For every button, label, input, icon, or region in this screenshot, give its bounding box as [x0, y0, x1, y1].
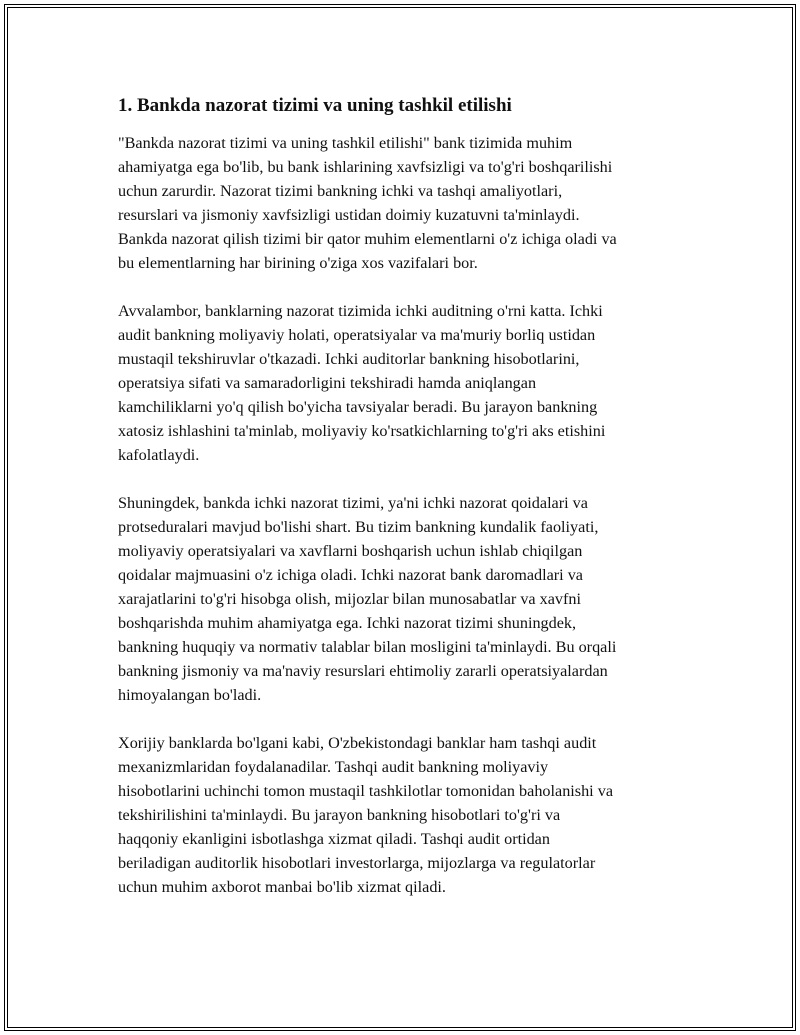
- text-line: xatosiz ishlashini ta'minlab, moliyaviy ko'rsatkichlarning to'g'ri aks etishini: [118, 422, 606, 440]
- text-line: mustaqil tekshiruvlar o'tkazadi. Ichki auditorlar bankning hisobotlarini,: [118, 350, 580, 368]
- text-line: tekshirilishini ta'minlaydi. Bu jarayon bankning hisobotlari to'g'ri va: [118, 806, 561, 824]
- text-line: protseduralari mavjud bo'lishi shart. Bu tizim bankning kundalik faoliyati,: [118, 518, 599, 536]
- text-line: moliyaviy operatsiyalari va xavflarni boshqarish uchun ishlab chiqilgan: [118, 542, 583, 560]
- text-line: "Bankda nazorat tizimi va uning tashkil etilishi" bank tizimida muhim: [118, 134, 573, 152]
- text-line: Xorijiy banklarda bo'lgani kabi, O'zbekistondagi banklar ham tashqi audit: [118, 734, 597, 752]
- text-line: xarajatlarini to'g'ri hisobga olish, mijozlar bilan munosabatlar va xavfni: [118, 590, 582, 608]
- text-line: mexanizmlaridan foydalanadilar. Tashqi audit bankning moliyaviy: [118, 758, 549, 776]
- text-line: haqqoniy ekanligini isbotlashga xizmat qiladi. Tashqi audit ortidan: [118, 830, 550, 848]
- text-line: kafolatlaydi.: [118, 446, 200, 464]
- text-line: hisobotlarini uchinchi tomon mustaqil tashkilotlar tomonidan baholanishi va: [118, 782, 613, 800]
- text-line: bu elementlarning har birining o'ziga xos vazifalari bor.: [118, 254, 478, 272]
- text-line: boshqarishda muhim ahamiyatga ega. Ichki nazorat tizimi shuningdek,: [118, 614, 577, 632]
- text-line: uchun muhim axborot manbai bo'lib xizmat qiladi.: [118, 878, 446, 896]
- document-body: [118, 94, 693, 923]
- text-line: kamchiliklarni yo'q qilish bo'yicha tavsiyalar beradi. Bu jarayon bankning: [118, 398, 598, 416]
- text-line: beriladigan auditorlik hisobotlari investorlarga, mijozlarga va regulatorlar: [118, 854, 596, 872]
- text-line: Bankda nazorat qilish tizimi bir qator muhim elementlarni o'z ichiga oladi va: [118, 230, 617, 248]
- text-line: uchun zarurdir. Nazorat tizimi bankning ichki va tashqi amaliyotlari,: [118, 182, 563, 200]
- text-line: ahamiyatga ega bo'lib, bu bank ishlarining xavfsizligi va to'g'ri boshqarilishi: [118, 158, 613, 176]
- text-line: bankning jismoniy va ma'naviy resurslari ehtimoliy zararli operatsiyalardan: [118, 662, 608, 680]
- text-line: himoyalangan bo'ladi.: [118, 686, 262, 704]
- text-line: resurslari va jismoniy xavfsizligi ustidan doimiy kuzatuvni ta'minlaydi.: [118, 206, 580, 224]
- text-line: bankning huquqiy va normativ talablar bilan mosligini ta'minlaydi. Bu orqali: [118, 638, 617, 656]
- paragraph-4: [118, 731, 693, 899]
- text-line: operatsiya sifati va samaradorligini tekshiradi hamda aniqlangan: [118, 374, 537, 392]
- paragraph-2: [118, 299, 693, 467]
- section-heading: 1. Bankda nazorat tizimi va uning tashkil etilishi: [118, 95, 512, 116]
- paragraph-1: [118, 131, 693, 275]
- text-line: audit bankning moliyaviy holati, operatsiyalar va ma'muriy borliq ustidan: [118, 326, 596, 344]
- text-line: Shuningdek, bankda ichki nazorat tizimi, ya'ni ichki nazorat qoidalari va: [118, 494, 588, 512]
- text-line: Avvalambor, banklarning nazorat tizimida ichki auditning o'rni katta. Ichki: [118, 302, 603, 320]
- paragraph-3: [118, 491, 693, 707]
- text-line: qoidalar majmuasini o'z ichiga oladi. Ichki nazorat bank daromadlari va: [118, 566, 583, 584]
